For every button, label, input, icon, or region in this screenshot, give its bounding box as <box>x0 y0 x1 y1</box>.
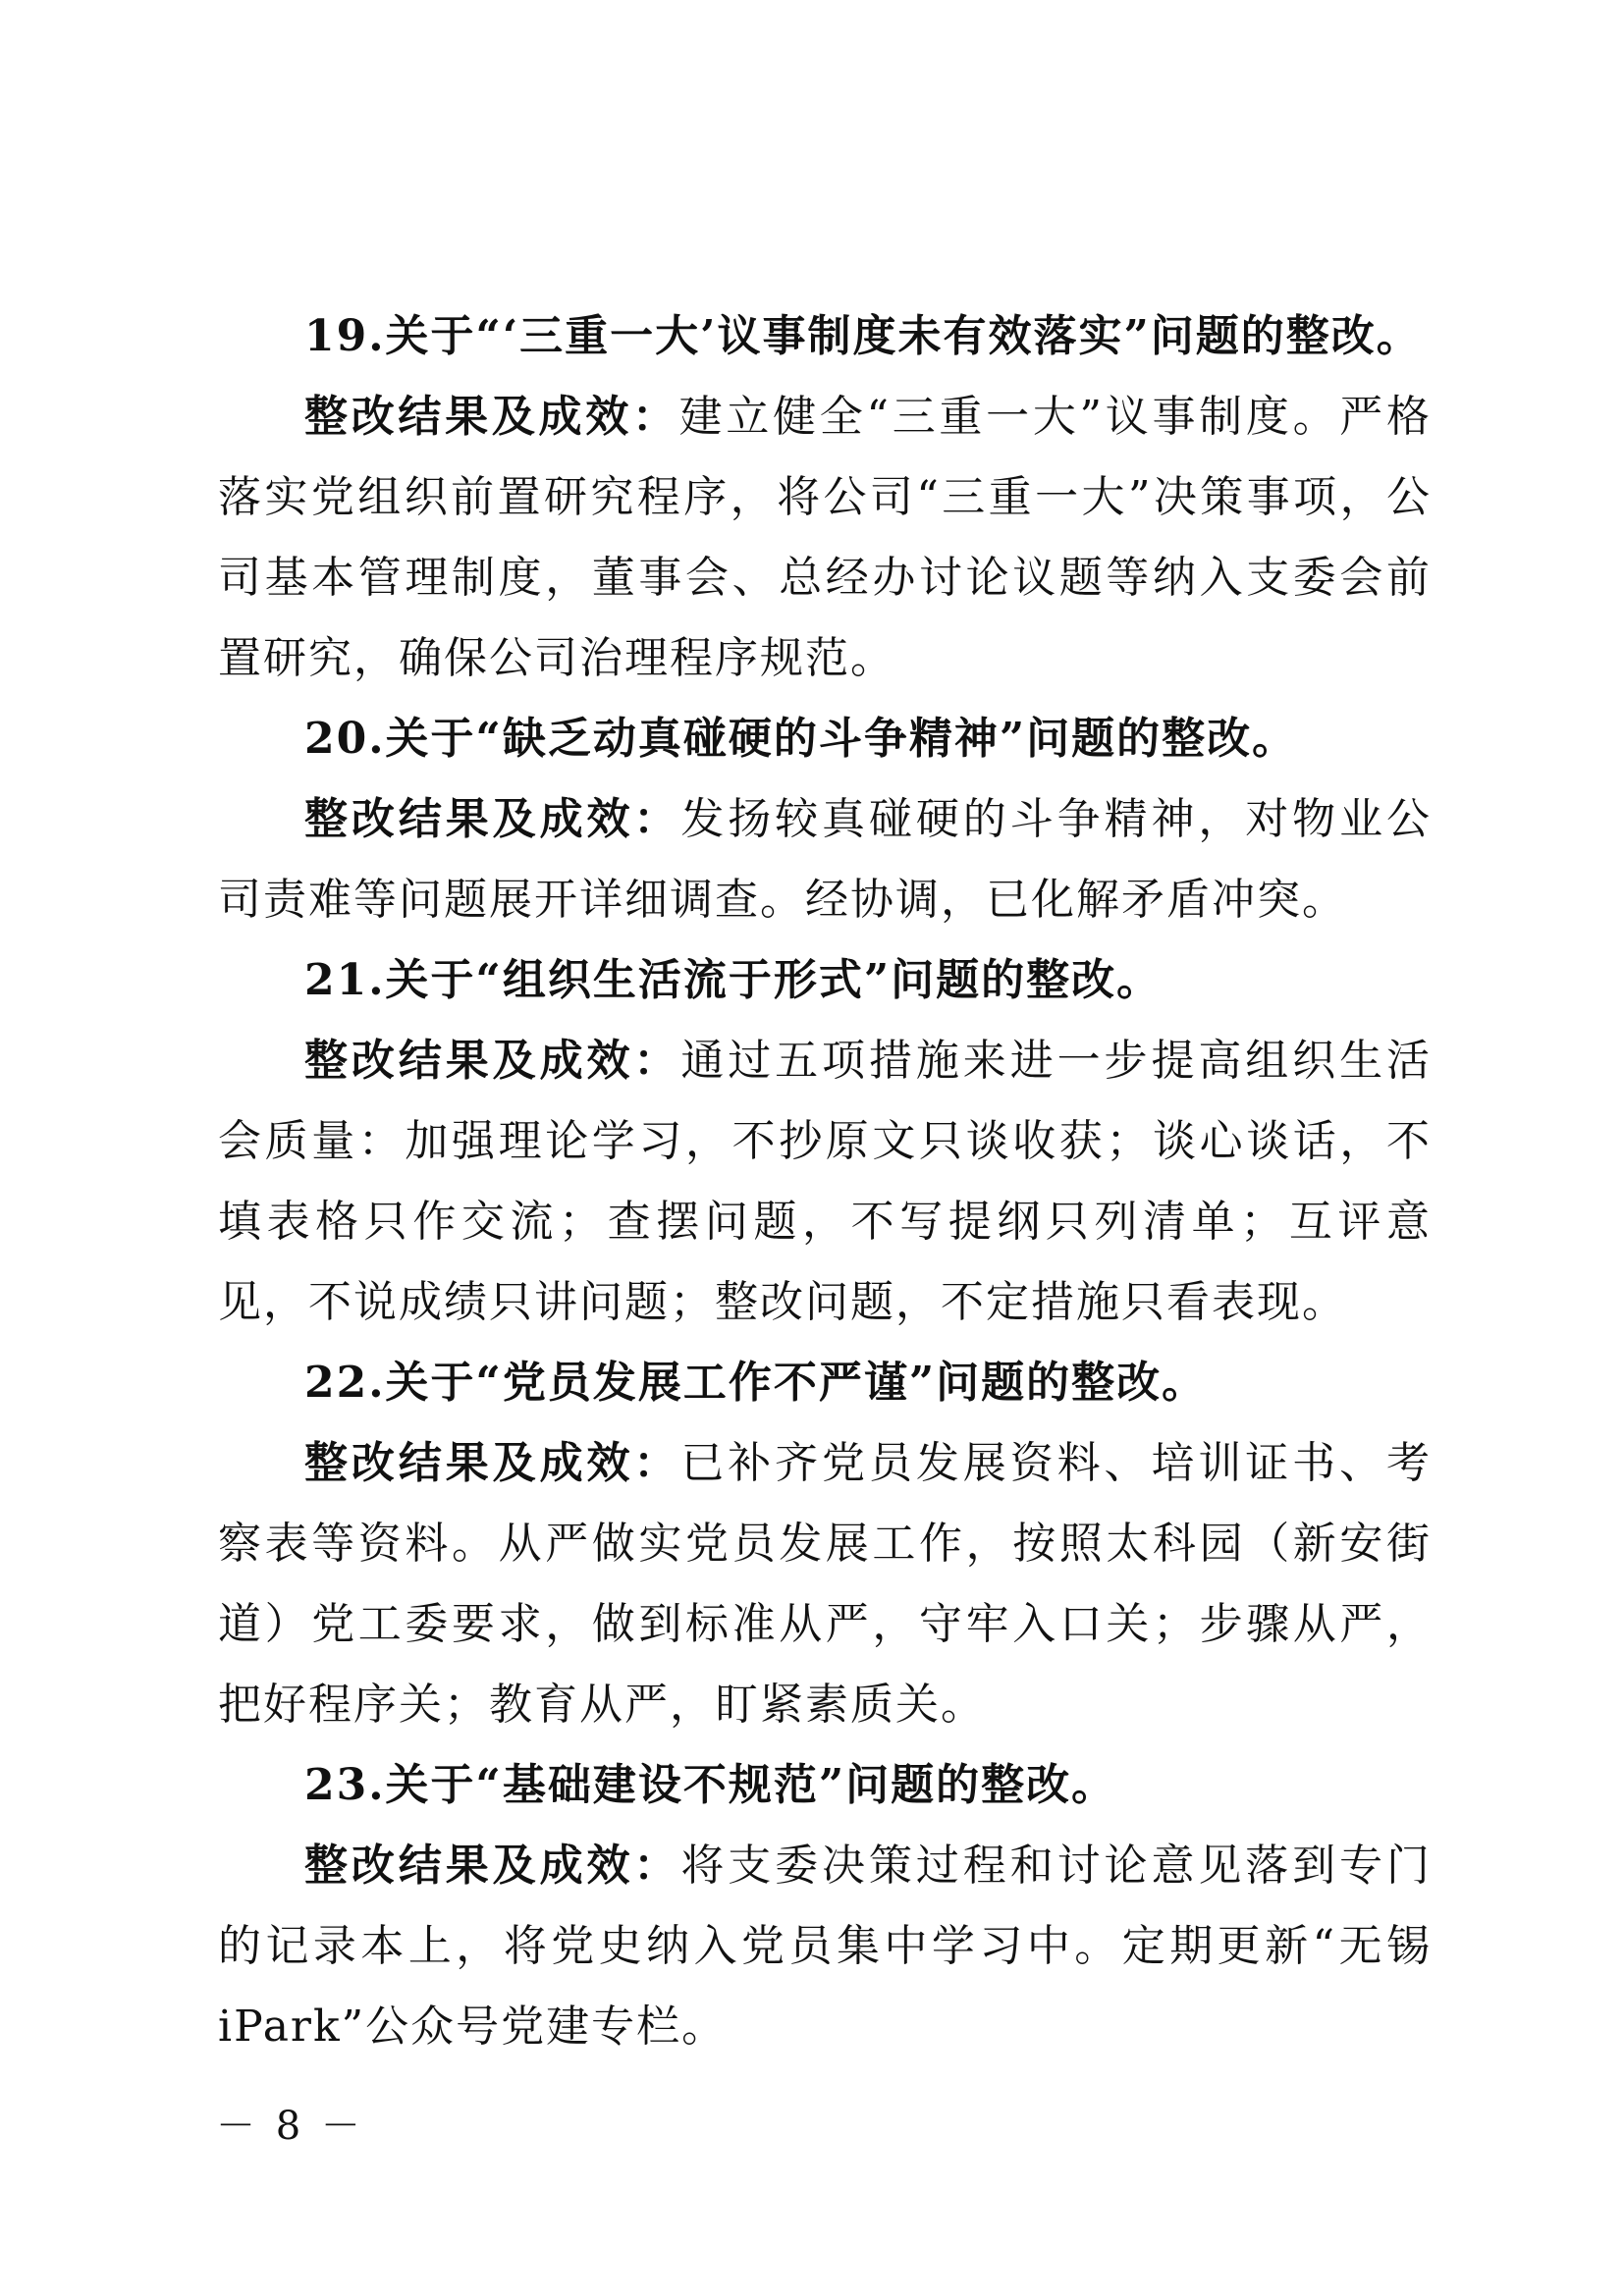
page-number: － 8 － <box>216 2104 364 2149</box>
result-text: 建立健全“三重一大”议事制度。严格落实党组织前置研究程序，将公司“三重一大”决策事项，公司基本管理制度，董事会、总经办讨论议题等纳入支委会前置研究，确保公司治理程序规范。 <box>218 392 1432 683</box>
result-label: 整改结果及成效： <box>304 794 681 844</box>
section-20-heading: 20.关于“缺乏动真碰硬的斗争精神”问题的整改。 <box>304 714 1298 764</box>
section-20-result <box>218 779 1432 940</box>
section-23-heading: 23.关于“基础建设不规范”问题的整改。 <box>304 1760 1117 1810</box>
section-21-heading: 21.关于“组织生活流于形式”问题的整改。 <box>304 955 1163 1005</box>
document-body <box>218 296 1432 2067</box>
result-label: 整改结果及成效： <box>304 392 679 442</box>
result-text: 将支委决策过程和讨论意见落到专门的记录本上，将党史纳入党员集中学习中。定期更新“无锡 iPark”公众号党建专栏。 <box>218 1841 1433 2052</box>
result-label: 整改结果及成效： <box>304 1036 681 1086</box>
result-label: 整改结果及成效： <box>304 1841 681 1891</box>
result-text: 发扬较真碰硬的斗争精神，对物业公司责难等问题展开详细调查。经协调，已化解矛盾冲突。 <box>218 794 1433 925</box>
section-19-result <box>218 377 1432 699</box>
section-21-result <box>218 1021 1432 1343</box>
section-22-heading: 22.关于“党员发展工作不严谨”问题的整改。 <box>304 1358 1208 1408</box>
section-19-heading: 19.关于“‘三重一大’议事制度未有效落实”问题的整改。 <box>304 311 1422 361</box>
section-22-result <box>218 1423 1432 1745</box>
result-text: 已补齐党员发展资料、培训证书、考察表等资料。从严做实党员发展工作，按照太科园（新安街道）党工委要求，做到标准从严，守牢入口关；步骤从严，把好程序关；教育从严，盯紧素质关。 <box>218 1438 1433 1730</box>
result-text: 通过五项措施来进一步提高组织生活会质量：加强理论学习，不抄原文只谈收获；谈心谈话，不填表格只作交流；查摆问题，不写提纲只列清单；互评意见，不说成绩只讲问题；整改问题，不定措施只看表现。 <box>218 1036 1433 1327</box>
result-label: 整改结果及成效： <box>304 1438 681 1488</box>
section-23-result <box>218 1826 1432 2067</box>
